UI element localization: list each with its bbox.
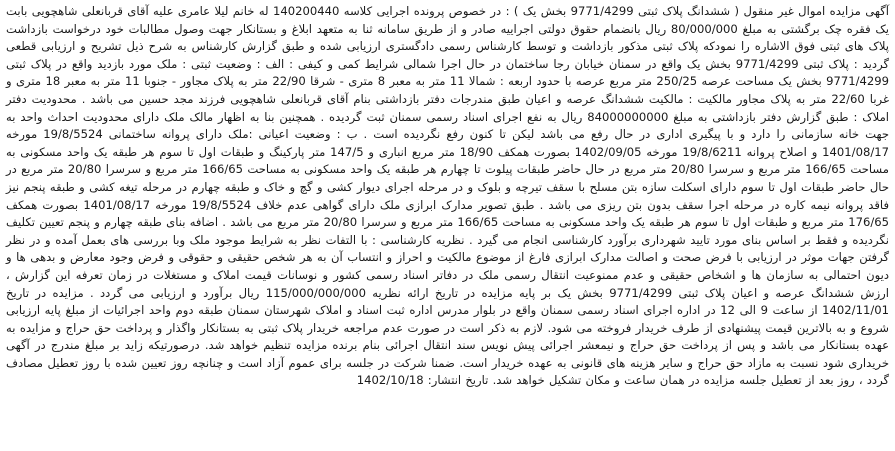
- notice-body-text: آگهی مزایده اموال غیر منقول ( ششدانگ پلاک ثبتی 9771/4299 بخش یک ) : در خصوص پرونده اجرایی کلاسه 140200440 له خانم لیلا عامری علیه آقای قربانعلی شاهچویی بابت یک فقره چک برگشتی به مبلغ 80/000/000 ریال بانضمام حقوق دولتی اجراییه صادر و از طریق سامانه ثنا به متعهد ابلاغ و بستانکار جهت وصول مطالبات خود درخواست بازداشت پلاک های ثبتی فوق الاشاره را نمودکه پلاک ثبتی مذکور بازداشت و توسط کارشناس رسمی دادگستری ارزیابی شده و طبق گزارش کارشناس به شرح ذیل تشریح و ارزیابی قطعی گردید : پلاک ثبتی 9771/4299 بخش یک واقع در سمنان خیابان رجا ساختمان در حال اجرا شمالی شرایط کمی و کیفی : الف : وضعیت ثبتی : ملک مورد بازدید واقع در پلاک ثبتی 9771/4299 بخش یک مساحت عرصه 250/25 متر مربع عرصه با حدود اربعه : شمالا 11 متر به معبر 8 متری - شرقا 22/90 متر به پلاک مجاور - جنوبا 11 متر به معبر 18 متری و غربا 22/60 متر به پلاک مجاور مالکیت : مالکیت ششدانگ عرصه و اعیان طبق مندرجات دفتر بازداشتی بنام آقای قربانعلی شاهچویی فرزند مجد حسین می باشد . محدودیت دفتر املاک : طبق گزارش دفتر بازداشتی به مبلغ 84000000000 ریال به نفع اجرای اسناد رسمی سمنان ثبت گردیده . همچنین بنا به اظهار مالک ملک دارای محدودیت احداث واحد به جهت خانه سازمانی را دارد و با پیگیری اداری در حال رفع می باشد لیکن تا کنون رفع نگردیده است . ب : وضعیت اعیانی :ملک دارای پروانه ساختمانی 19/8/5524 مورخه 1401/08/17 و اصلاح پروانه 19/8/6211 مورخه 1402/09/05 بصورت همکف 18/90 متر مربع انباری و 147/5 متر پارکینگ و طبقات اول تا سوم هر طبقه یک واحد مسکونی به مساحت 166/65 متر مربع و سرسرا 20/80 متر مربع در حال حاضر طبقات پیلوت تا چهارم هر طبقه یک واحد مسکونی به مساحت 166/65 متر مربع و سرسرا 20/80 متر مربع در حال حاضر طبقات اول تا سوم دارای اسکلت سازه بتن مسلح با سقف تیرچه و بلوک و در مرحله اجرای دیوار کشی و گچ و خاک و طبقه چهارم در مرحله تیغه کشی و طبقه پنجم نیز فاقد پروانه نیمه کاره در مرحله اجرا سقف بدون بتن ریزی می باشد . طبق تصویر مدارک ابرازی ملک دارای گواهی عدم خلاف 19/8/5524 مورخه 1401/08/17 بصورت همکف 176/65 متر مربع و طبقات اول تا سوم هر طبقه یک واحد مسکونی به مساحت 166/65 متر مربع و سرسرا 20/80 متر مربع می باشد . اضافه بنای طبقه چهارم و پنجم تعیین تکلیف نگردیده و فقط بر اساس بنای مورد تایید شهرداری برآورد کارشناسی انجام می گیرد . نظریه کارشناسی : با التفات نظر به شرایط موجود ملک وبا بررسی های بعمل آمده و در نظر گرفتن جهات موثر در ارزیابی با فرض صحت و اصالت مدارک ابرازی فارغ از موضوع مالکیت و احراز و انتساب آن به هر شخص حقیقی و حقوقی و فرض وجود معارض و بدهی ها و دیون احتمالی به سازمان ها و اشخاص حقیقی و عدم ممنوعیت انتقال رسمی ملک در دفاتر اسناد رسمی کشور و نوسانات قیمت املاک و مستغلات در زمان تعرفه این گزارش ، ارزش ششدانگ عرصه و اعیان پلاک ثبتی 9771/4299 بخش یک بر پایه مزایده در تاریخ ارائه نظریه 115/000/000/000 ریال برآورد و ارزیابی می گردد . مزایده در تاریخ 1402/11/01 از ساعت 9 الی 12 در اداره اجرای اسناد رسمی سمنان واقع در بلوار مدرس اداره ثبت اسناد و املاک شهرستان سمنان طبقه دوم واحد اجرائیات از مبلغ پایه ارزیابی شروع و به بالاترین قیمت پیشنهادی از طرف خریدار فروخته می شود. لازم به ذکر است در صورت عدم مراجعه خریدار پلاک ثبتی به بستانکار واگذار و پرداخت حق حراج و مزایده به عهده بستانکار می باشد و پس از پرداخت حق حراج و نیمعشر اجرائی پیش نویس سند انتقال اجرائی بنام برنده مزایده تنظیم خواهد شد. درصورتیکه زاید بر مبلغ مندرج در آگهی خریداری شود نسبت به مازاد حق حراج و سایر هزینه های قانونی به عهده خریدار است. ضمنا شرکت در جلسه برای عموم آزاد است و چنانچه روز تعیین شده با روز تعطیل مصادف گردد ، روز بعد از تعطیل جلسه مزایده در همان ساعت و مکان تشکیل خواهد شد. تاریخ انتشار: 1402/10/18: [6, 4, 890, 388]
